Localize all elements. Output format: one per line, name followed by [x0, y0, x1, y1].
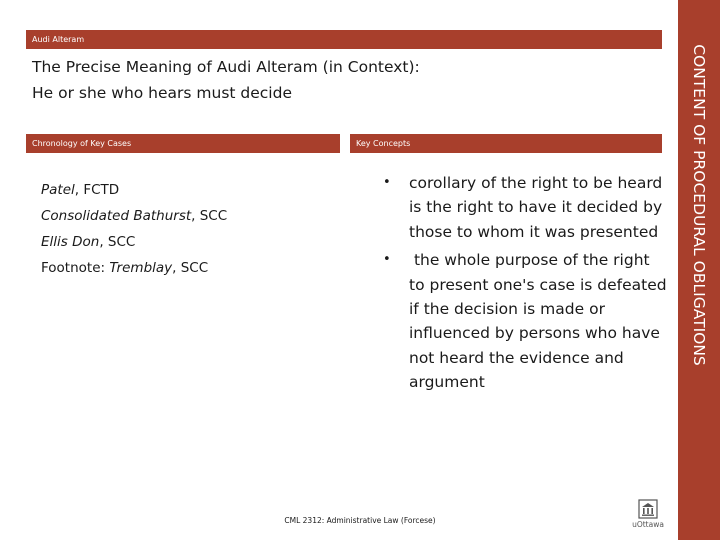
- footnote-prefix: Footnote:: [41, 260, 110, 276]
- case-list: [41, 177, 341, 281]
- cases-column-header-label: Chronology of Key Cases: [32, 139, 132, 148]
- case-item: [41, 177, 341, 203]
- case-court: , SCC: [99, 234, 136, 250]
- case-name: Tremblay: [109, 260, 173, 276]
- logo-text: uOttawa: [632, 520, 664, 529]
- concept-text: corollary of the right to be heard is the right to have it decided by those to whom it was presented: [409, 174, 663, 241]
- case-name: Consolidated Bathurst: [41, 208, 192, 224]
- case-court: , SCC: [172, 260, 209, 276]
- concepts-column-header: [350, 134, 662, 153]
- case-item: [41, 255, 341, 281]
- header-bar: [26, 30, 662, 49]
- cases-column-header: [26, 134, 340, 153]
- university-logo: [626, 498, 670, 532]
- case-item: [41, 229, 341, 255]
- slide-title: [32, 54, 652, 106]
- case-item: [41, 203, 341, 229]
- concept-text: the whole purpose of the right to present one's case is defeated if the decision is made or influenced by persons who have not heard the evidence and argument: [409, 251, 672, 392]
- building-icon: [637, 498, 659, 520]
- title-line-1: The Precise Meaning of Audi Alteram (in Context):: [32, 58, 420, 76]
- concept-item: [383, 248, 672, 394]
- case-court: , SCC: [191, 208, 228, 224]
- bullet-icon: •: [383, 175, 391, 190]
- course-footer: CML 2312: Administrative Law (Forcese): [284, 516, 436, 525]
- concept-list: [383, 171, 672, 399]
- title-line-2: He or she who hears must decide: [32, 84, 292, 102]
- header-label: Audi Alteram: [32, 35, 85, 44]
- concept-item: [383, 171, 668, 244]
- side-title: CONTENT OF PROCEDURAL OBLIGATIONS: [690, 44, 708, 366]
- case-name: Ellis Don: [41, 234, 100, 250]
- concepts-column-header-label: Key Concepts: [356, 139, 411, 148]
- case-name: Patel: [41, 182, 75, 198]
- bullet-icon: •: [383, 252, 391, 268]
- case-court: , FCTD: [74, 182, 120, 198]
